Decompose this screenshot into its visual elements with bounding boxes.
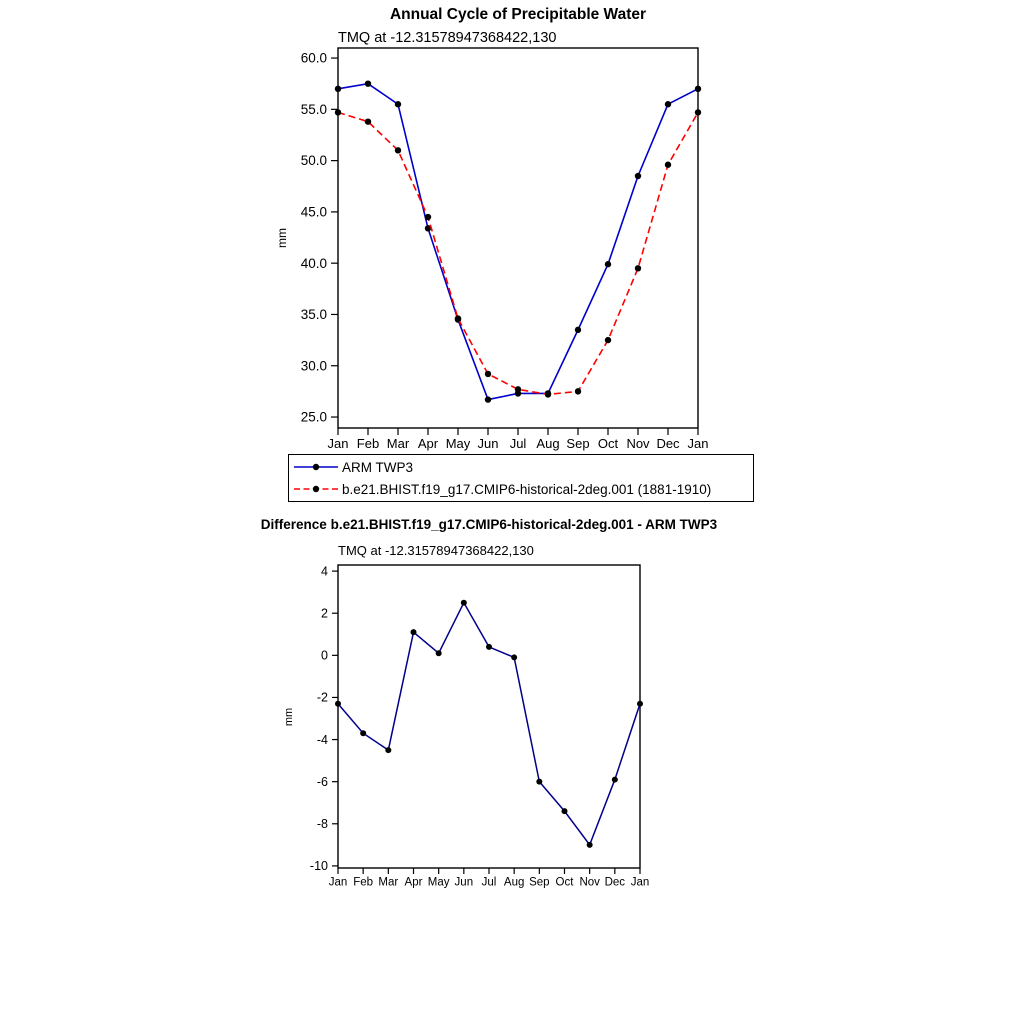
y-axis [310,564,338,873]
y-axis [301,51,338,425]
bottom-chart-title: Difference b.e21.BHIST.f19_g17.CMIP6-historical-2deg.001 - ARM TWP3 [260,517,718,532]
svg-text:Oct: Oct [555,876,574,889]
legend-label-arm-twp3: ARM TWP3 [342,459,414,475]
svg-text:Aug: Aug [503,876,525,889]
svg-text:Aug: Aug [536,436,560,451]
svg-text:Jan: Jan [630,876,650,889]
legend-line-sample-solid-blue-icon [293,458,339,476]
svg-text:Jun: Jun [477,436,499,451]
svg-text:Apr: Apr [417,436,439,451]
svg-text:30.0: 30.0 [300,358,327,374]
svg-text:Jul: Jul [481,876,497,889]
legend [288,454,754,502]
bottom-chart-subtitle: TMQ at -12.31578947368422,130 [338,543,534,558]
svg-text:4: 4 [321,564,328,579]
plot-frame [338,565,640,868]
svg-text:Dec: Dec [604,876,626,889]
legend-line-sample-dashed-red-icon [293,480,339,498]
svg-text:-6: -6 [316,774,328,789]
svg-text:Nov: Nov [626,436,650,451]
legend-entry-model [293,478,749,500]
svg-text:2: 2 [321,606,328,621]
svg-text:Oct: Oct [597,436,619,451]
svg-text:Jan: Jan [328,876,348,889]
plot-frame [338,48,698,428]
svg-text:0: 0 [321,648,328,663]
series-0 [335,600,643,848]
svg-text:Apr: Apr [404,876,423,889]
svg-text:40.0: 40.0 [300,255,327,271]
svg-text:45.0: 45.0 [300,204,327,220]
x-axis [328,428,709,451]
svg-text:Feb: Feb [356,436,380,451]
svg-text:-2: -2 [316,690,328,705]
svg-text:Sep: Sep [566,436,590,451]
top-chart-title: Annual Cycle of Precipitable Water [389,6,647,23]
svg-text:-10: -10 [309,859,328,874]
svg-text:35.0: 35.0 [300,307,327,323]
svg-text:Jan: Jan [687,436,709,451]
legend-label-model: b.e21.BHIST.f19_g17.CMIP6-historical-2deg.001 (1881-1910) [342,481,712,497]
svg-text:Dec: Dec [656,436,680,451]
svg-text:May: May [445,436,471,451]
svg-text:50.0: 50.0 [300,153,327,169]
svg-text:Mar: Mar [386,436,410,451]
svg-text:Nov: Nov [579,876,600,889]
legend-entry-arm-twp3 [293,456,749,478]
svg-text:55.0: 55.0 [300,101,327,117]
svg-text:Jul: Jul [509,436,527,451]
y-axis-title: mm [283,707,295,727]
y-axis-title: mm [275,228,289,248]
svg-text:Jun: Jun [454,876,474,889]
svg-text:Sep: Sep [529,876,550,889]
svg-text:Mar: Mar [378,876,399,889]
difference-plot [0,540,1024,910]
svg-text:-4: -4 [316,732,328,747]
svg-text:May: May [427,876,450,889]
series-1 [335,109,701,397]
svg-text:-8: -8 [316,817,328,832]
top-chart-subtitle: TMQ at -12.31578947368422,130 [338,30,557,46]
svg-text:60.0: 60.0 [300,50,327,66]
svg-text:Jan: Jan [327,436,349,451]
svg-text:Feb: Feb [353,876,374,889]
x-axis [329,868,650,889]
svg-text:25.0: 25.0 [300,409,327,425]
